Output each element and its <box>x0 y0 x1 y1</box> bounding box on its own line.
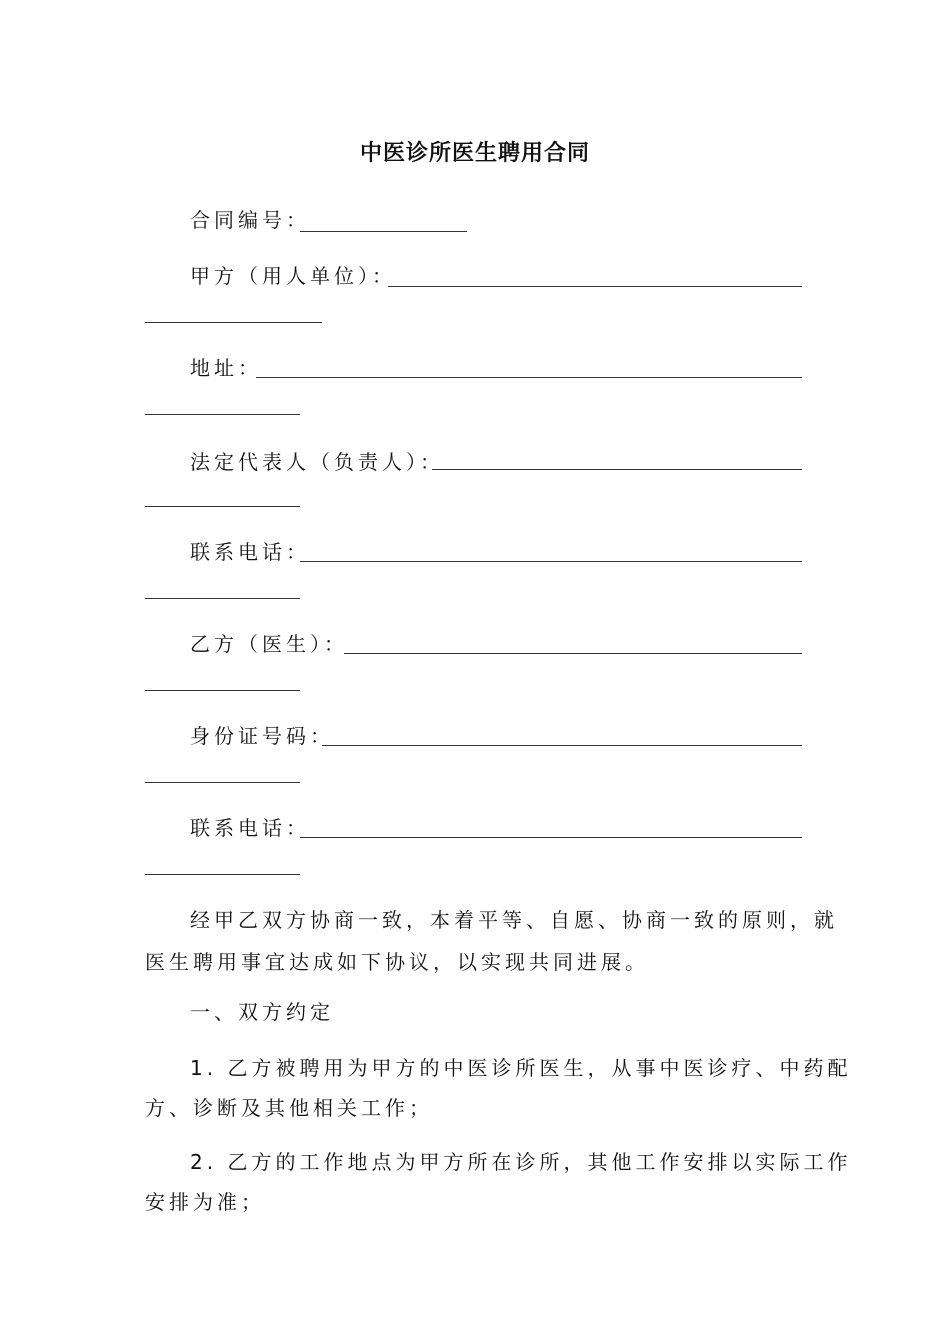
contract-number-blank <box>300 231 467 232</box>
legal-representative-blank-continued <box>145 506 300 507</box>
party-b-phone-blank <box>300 837 802 838</box>
party-b-label: 乙方（医生）： <box>190 632 348 656</box>
party-a-phone-label: 联系电话： <box>190 540 310 564</box>
party-b-blank <box>344 653 802 654</box>
item-2-line-2: 安排为准； <box>145 1190 265 1214</box>
address-blank <box>256 377 802 378</box>
id-number-blank <box>322 745 802 746</box>
address-blank-continued <box>145 414 300 415</box>
id-number-blank-continued <box>145 782 300 783</box>
item-2-line-1: 2. 乙方的工作地点为甲方所在诊所，其他工作安排以实际工作 <box>190 1150 852 1174</box>
legal-representative-label: 法定代表人（负责人）： <box>190 450 444 474</box>
intro-line-1: 经甲乙双方协商一致，本着平等、自愿、协商一致的原则，就 <box>190 908 838 932</box>
party-b-phone-blank-continued <box>145 874 300 875</box>
item-1-line-1: 1. 乙方被聘用为甲方的中医诊所医生，从事中医诊疗、中药配 <box>190 1056 852 1080</box>
party-b-blank-continued <box>145 690 300 691</box>
section-1-heading: 一、双方约定 <box>190 1000 334 1024</box>
item-1-line-2: 方、诊断及其他相关工作； <box>145 1096 433 1120</box>
contract-number-label: 合同编号： <box>190 208 310 232</box>
intro-line-2: 医生聘用事宜达成如下协议，以实现共同进展。 <box>145 950 649 974</box>
id-number-label: 身份证号码： <box>190 724 334 748</box>
address-label: 地址： <box>190 356 262 380</box>
page-title: 中医诊所医生聘用合同 <box>359 141 590 166</box>
party-a-blank-continued <box>145 322 322 323</box>
party-a-blank <box>388 286 802 287</box>
party-a-phone-blank-continued <box>145 598 300 599</box>
party-b-phone-label: 联系电话： <box>190 816 310 840</box>
party-a-phone-blank <box>300 561 802 562</box>
party-a-label: 甲方（用人单位）： <box>190 264 396 288</box>
legal-representative-blank <box>432 469 802 470</box>
